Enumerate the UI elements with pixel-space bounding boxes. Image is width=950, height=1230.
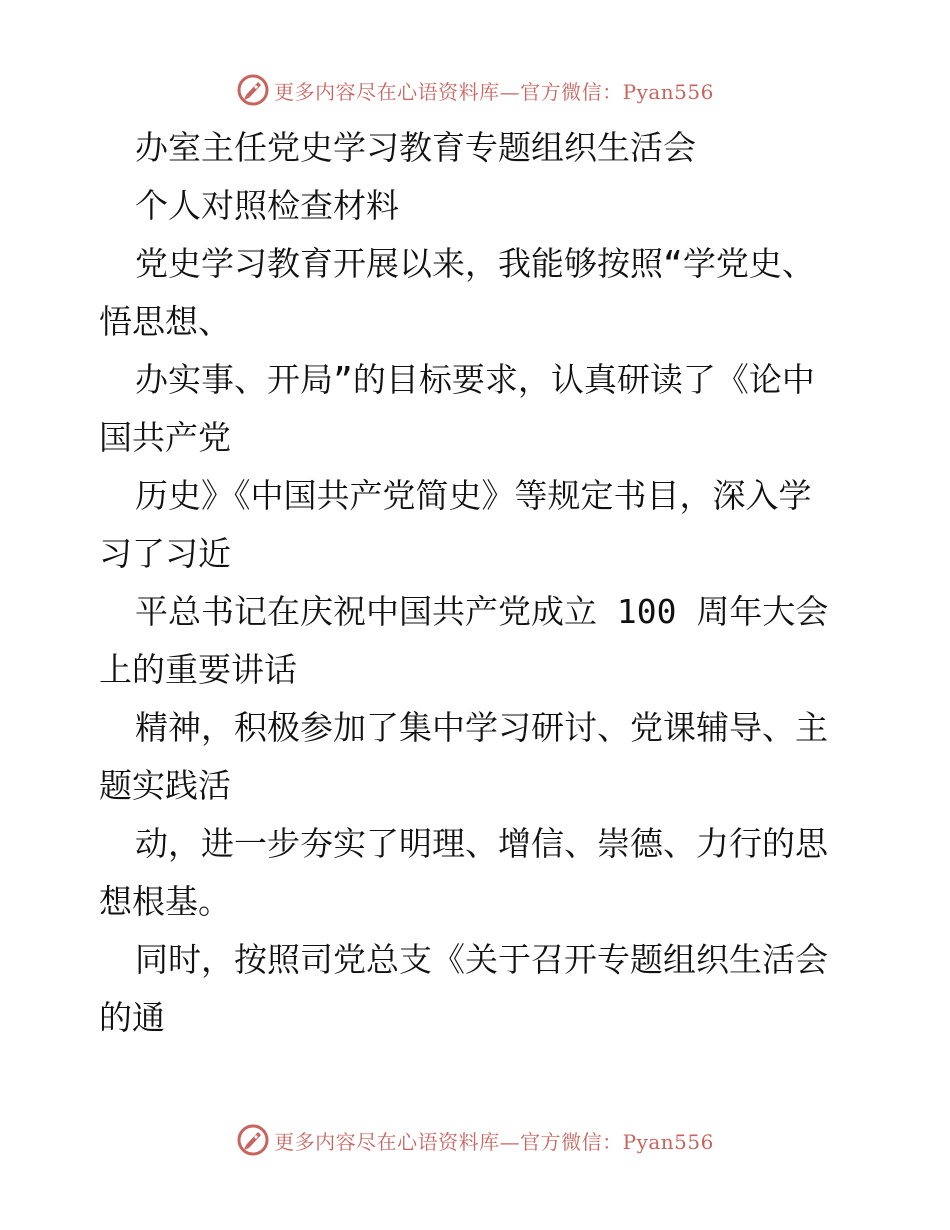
watermark-text: 更多内容尽在心语资料库—官方微信：Pyan556: [274, 79, 714, 104]
paragraph-line: 办实事、开局”的目标要求，认真研读了《论中: [135, 360, 815, 399]
paragraph-line: 平总书记在庆祝中国共产党成立 100 周年大会: [135, 592, 829, 631]
watermark-banner-top: [0, 70, 950, 110]
paragraph-line: 党史学习教育开展以来，我能够按照“学党史、: [135, 244, 815, 283]
doc-subtitle-line: 个人对照检查材料: [135, 186, 399, 225]
paragraph-line: 历史》《中国共产党简史》等规定书目，深入学: [135, 476, 812, 515]
watermark-text: 更多内容尽在心语资料库—官方微信：Pyan556: [274, 1129, 714, 1154]
pen-nib-circle-icon: [236, 1123, 270, 1157]
document-body: [99, 122, 859, 1050]
paragraph-line: 的通: [99, 998, 165, 1037]
paragraph-line: 上的重要讲话: [99, 650, 297, 689]
paragraph-line: 习了习近: [99, 534, 231, 573]
paragraph-line: 同时，按照司党总支《关于召开专题组织生活会: [135, 940, 828, 979]
paragraph-line: 国共产党: [99, 418, 231, 457]
pen-nib-circle-icon: [236, 73, 270, 107]
paragraph-line: 想根基。: [99, 882, 231, 921]
paragraph-line: 动，进一步夯实了明理、增信、崇德、力行的思: [135, 824, 828, 863]
doc-title-line: 办室主任党史学习教育专题组织生活会: [135, 128, 696, 167]
watermark-banner-bottom: [0, 1120, 950, 1160]
paragraph-line: 精神，积极参加了集中学习研讨、党课辅导、主: [135, 708, 828, 747]
paragraph-line: 题实践活: [99, 766, 231, 805]
paragraph-line: 悟思想、: [99, 302, 231, 341]
